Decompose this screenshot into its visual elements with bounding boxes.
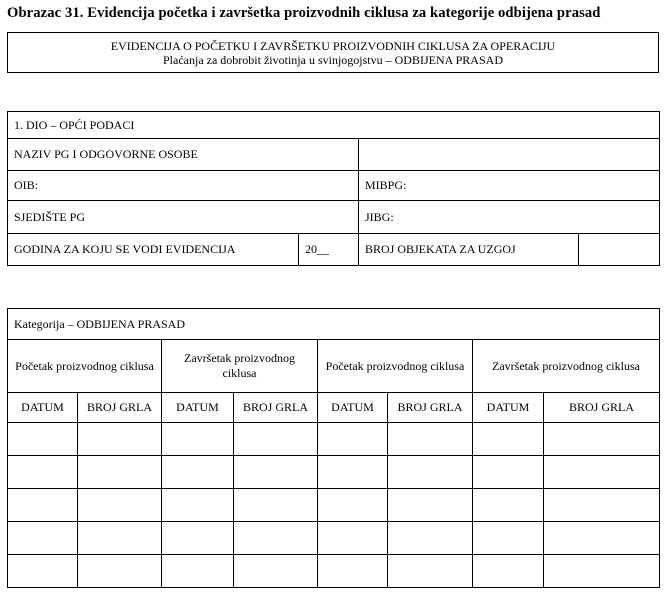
cycles-data-cell — [234, 423, 318, 456]
cycles-data-row — [8, 456, 660, 489]
col-header-broj-grla: BROJ GRLA — [388, 393, 473, 423]
cycles-data-cell — [473, 456, 544, 489]
section-title-row — [8, 112, 660, 139]
cycles-data-cell — [8, 555, 78, 588]
form-title: Obrazac 31. Evidencija početka i završetka proizvodnih ciklusa za kategorije odbijena prasad — [7, 5, 601, 21]
cycles-data-cell — [162, 489, 234, 522]
cycles-data-cell — [544, 423, 660, 456]
cycles-data-cell — [544, 489, 660, 522]
cycles-data-row — [8, 555, 660, 588]
operation-header-box — [7, 32, 659, 73]
oib-mibpg-row — [8, 171, 660, 201]
cycles-data-cell — [78, 522, 162, 555]
cycles-data-cell — [544, 522, 660, 555]
group-header-pocetak-1: Početak proizvodnog ciklusa — [8, 340, 162, 393]
naziv-label: NAZIV PG I ODGOVORNE OSOBE — [8, 139, 359, 171]
section-title: 1. DIO – OPĆI PODACI — [8, 112, 660, 139]
cycles-data-cell — [388, 522, 473, 555]
mibpg-label: MIBPG: — [359, 171, 660, 201]
col-header-datum: DATUM — [473, 393, 544, 423]
category-title: Kategorija – ODBIJENA PRASAD — [8, 309, 660, 340]
group-header-row — [8, 340, 660, 393]
group-header-zavrsetak-2: Završetak proizvodnog ciklusa — [473, 340, 660, 393]
cycles-data-cell — [318, 489, 388, 522]
cycles-data-cell — [8, 423, 78, 456]
cycles-data-cell — [473, 489, 544, 522]
col-header-broj-grla: BROJ GRLA — [544, 393, 660, 423]
cycles-data-cell — [234, 555, 318, 588]
cycles-data-cell — [234, 522, 318, 555]
godina-row — [8, 234, 660, 266]
cycles-data-cell — [318, 555, 388, 588]
cycles-data-cell — [162, 522, 234, 555]
broj-objekata-label: BROJ OBJEKATA ZA UZGOJ — [359, 234, 579, 266]
general-info-table — [7, 111, 660, 266]
cycles-data-cell — [473, 522, 544, 555]
jibg-label: JIBG: — [359, 201, 660, 234]
cycles-data-cell — [388, 423, 473, 456]
operation-subtitle: Plaćanja za dobrobit životinja u svinjogojstvu – ODBIJENA PRASAD — [163, 52, 503, 67]
cycles-data-cell — [8, 456, 78, 489]
cycles-data-row — [8, 423, 660, 456]
cycles-data-cell — [544, 555, 660, 588]
col-header-datum: DATUM — [162, 393, 234, 423]
cycles-data-cell — [162, 456, 234, 489]
cycles-data-cell — [234, 489, 318, 522]
cycles-data-cell — [473, 555, 544, 588]
col-header-datum: DATUM — [8, 393, 78, 423]
godina-value-cell: 20__ — [299, 234, 359, 266]
sjediste-jibg-row — [8, 201, 660, 234]
cycles-data-cell — [78, 489, 162, 522]
operation-title: EVIDENCIJA O POČETKU I ZAVRŠETKU PROIZVODNIH CIKLUSA ZA OPERACIJU — [110, 38, 556, 53]
col-header-broj-grla: BROJ GRLA — [78, 393, 162, 423]
cycles-data-cell — [8, 489, 78, 522]
col-header-broj-grla: BROJ GRLA — [234, 393, 318, 423]
cycles-table — [7, 308, 660, 588]
cycles-data-cell — [318, 522, 388, 555]
cycles-data-cell — [544, 456, 660, 489]
cycles-data-cell — [78, 555, 162, 588]
cycles-data-cell — [162, 555, 234, 588]
cycles-data-cell — [388, 489, 473, 522]
cycles-data-cell — [473, 423, 544, 456]
cycles-data-cell — [78, 456, 162, 489]
cycles-data-cell — [8, 522, 78, 555]
cycles-data-cell — [162, 423, 234, 456]
cycles-empty-rows — [8, 423, 660, 588]
category-title-row — [8, 309, 660, 340]
cycles-data-cell — [78, 423, 162, 456]
cycles-data-row — [8, 522, 660, 555]
cycles-data-row — [8, 489, 660, 522]
godina-label: GODINA ZA KOJU SE VODI EVIDENCIJA — [8, 234, 299, 266]
cycles-data-cell — [388, 555, 473, 588]
naziv-row — [8, 139, 660, 171]
cycles-data-cell — [318, 456, 388, 489]
column-header-row — [8, 393, 660, 423]
naziv-value-cell — [359, 139, 660, 171]
group-header-zavrsetak-1: Završetak proizvodnog ciklusa — [162, 340, 318, 393]
cycles-data-cell — [388, 456, 473, 489]
sjediste-label: SJEDIŠTE PG — [8, 201, 359, 234]
cycles-data-cell — [234, 456, 318, 489]
broj-objekata-value-cell — [579, 234, 660, 266]
cycles-data-cell — [318, 423, 388, 456]
oib-label: OIB: — [8, 171, 359, 201]
group-header-pocetak-2: Početak proizvodnog ciklusa — [318, 340, 473, 393]
col-header-datum: DATUM — [318, 393, 388, 423]
